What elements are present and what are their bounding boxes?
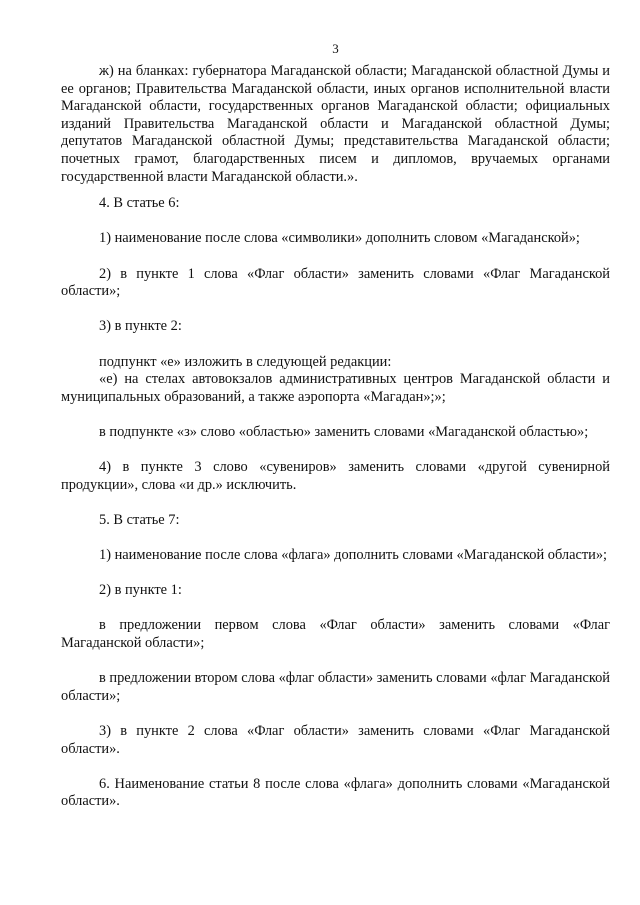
paragraph-6-2: 2) в пункте 1 слова «Флаг области» заменить словами «Флаг Магаданской области»; [61,265,610,300]
paragraph-6-3-e-text: «е) на стелах автовокзалов административных центров Магаданской области и муниципальных образований, а также аэропорта «Магадан»;»; [61,371,610,405]
paragraph-6-3-e: подпункт «е» изложить в следующей редакции: [99,353,392,370]
paragraph-article-6: 4. В статье 6: [99,195,180,212]
paragraph-6-3-z: в подпункте «з» слово «областью» заменить словами «Магаданской областью»; [99,423,589,440]
paragraph-7-2: 2) в пункте 1: [99,582,182,599]
paragraph-article-8: 6. Наименование статьи 8 после слова «флага» дополнить словами «Магаданской области». [61,775,610,810]
paragraph-7-2-first: в предложении первом слова «Флаг области» заменить словами «Флаг Магаданской области»; [61,617,610,651]
paragraph-blanks: ж) на бланках: губернатора Магаданской области; Магаданской областной Думы и ее органов; Правительства Магаданской области, иных органов исполнительной власти Магаданской области, государственных органов Магаданской области; официальных изданий Правительства Магаданской области и Магаданской областной Думы; депутатов Магаданской областной Думы; представительства Магаданской области; почетных грамот, благодарственных писем и дипломов, вручаемых органами государственной власти Магаданской области.». [61,63,610,185]
paragraph-6-3: 3) в пункте 2: [99,318,182,335]
paragraph-article-7: 5. В статье 7: [99,511,180,528]
paragraph-7-1: 1) наименование после слова «флага» дополнить словами «Магаданской области»; [99,547,608,564]
paragraph-7-3: 3) в пункте 2 слова «Флаг области» заменить словами «Флаг Магаданской области». [61,722,610,757]
paragraph-6-4: 4) в пункте 3 слово «сувениров» заменить словами «другой сувенирной продукции», слова «и др.» исключить. [61,459,610,493]
paragraph-6-1: 1) наименование после слова «символики» дополнить словом «Магаданской»; [99,230,580,247]
paragraph-7-2-second: в предложении втором слова «флаг области» заменить словами «флаг Магаданской области»; [61,670,610,704]
page-number: 3 [332,41,339,56]
